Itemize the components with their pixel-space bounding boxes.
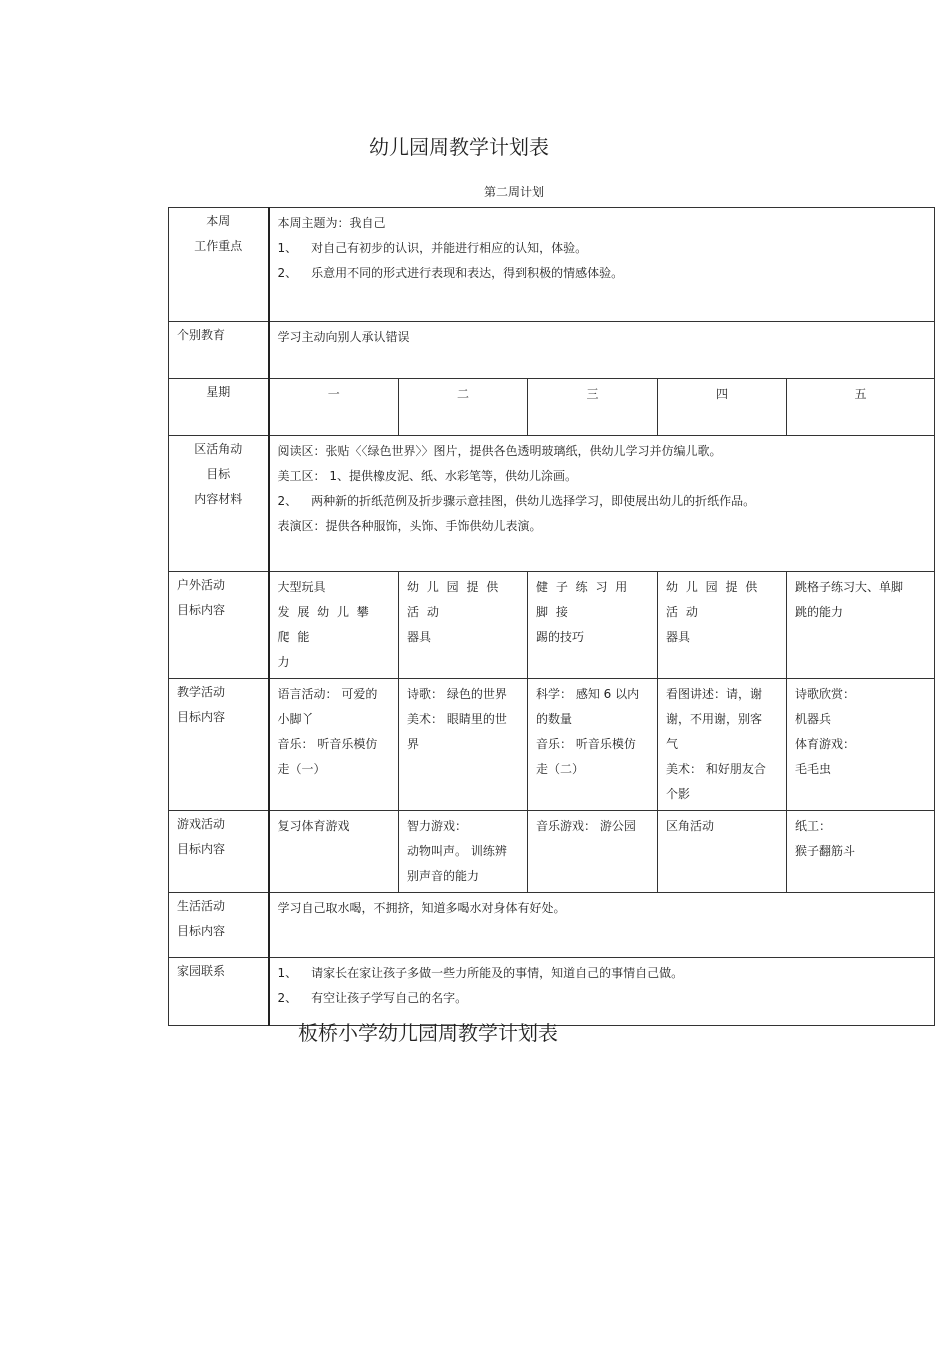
- label-area-line1: 区活角动: [194, 442, 243, 456]
- weekly-plan-table: [168, 207, 935, 1026]
- teaching-cell-4: 看图讲述：请，谢 谢，不用谢，别客 气 美术： 和好朋友合 个影: [658, 679, 787, 811]
- label-weekday: 星期: [169, 379, 269, 436]
- outdoor-cell-3: 健 子 练 习 用 脚 接 踢的技巧: [528, 572, 658, 679]
- weekday-1: 一: [269, 379, 399, 436]
- label-weekly-focus-line2: 工作重点: [194, 239, 243, 253]
- home-contact-content: [269, 958, 935, 1026]
- games-cell-2: 智力游戏： 动物叫声。 训练辨 别声音的能力: [399, 811, 528, 893]
- label-home-contact: 家园联系: [169, 958, 269, 1026]
- second-page-title: 板桥小学幼儿园周教学计划表: [298, 1021, 558, 1045]
- label-area-line3: 内容材料: [194, 492, 243, 506]
- games-cell-4: 区角活动: [658, 811, 787, 893]
- focus-item-2: 2、 乐意用不同的形式进行表现和表达，得到积极的情感体验。: [277, 266, 624, 280]
- row-weekdays: [169, 379, 935, 436]
- teaching-cell-1: 语言活动： 可爱的 小脚丫 音乐： 听音乐模仿 走（一）: [269, 679, 399, 811]
- outdoor-cell-5: 跳格子练习大、单脚 跳的能力: [787, 572, 935, 679]
- label-area-line2: 目标: [206, 467, 231, 481]
- individual-content: 学习主动向别人承认错误: [269, 322, 935, 379]
- label-games: 游戏活动 目标内容: [169, 811, 269, 893]
- row-area-activities: [169, 436, 935, 572]
- row-outdoor: [169, 572, 935, 679]
- reading-area: 阅读区：张贴〈〈绿色世界〉〉图片，提供各色透明玻璃纸，供幼儿学习并仿编儿歌。: [277, 444, 722, 458]
- page-subtitle: 第二周计划: [483, 185, 544, 199]
- art-area: 美工区： 1、提供橡皮泥、纸、水彩笔等，供幼儿涂画。: [277, 469, 577, 483]
- row-individual: [169, 322, 935, 379]
- row-weekly-focus: [169, 208, 935, 322]
- games-cell-1: 复习体育游戏: [269, 811, 399, 893]
- row-life: [169, 893, 935, 958]
- label-teaching: 教学活动 目标内容: [169, 679, 269, 811]
- row-teaching: [169, 679, 935, 811]
- row-games: [169, 811, 935, 893]
- home-item-2: 2、 有空让孩子学写自己的名字。: [277, 991, 468, 1005]
- area-activities-content: [269, 436, 935, 572]
- label-weekly-focus-line1: 本周: [206, 214, 231, 228]
- weekly-theme: 本周主题为：我自己: [277, 216, 386, 230]
- focus-item-1: 1、 对自己有初步的认识，并能进行相应的认知，体验。: [277, 241, 588, 255]
- life-content: 学习自己取水喝，不拥挤，知道多喝水对身体有好处。: [269, 893, 935, 958]
- games-cell-3: 音乐游戏： 游公园: [528, 811, 658, 893]
- art-area-item-2: 2、 两种新的折纸范例及折步骤示意挂图，供幼儿选择学习，即使展出幼儿的折纸作品。: [277, 494, 756, 508]
- teaching-cell-5: 诗歌欣赏： 机器兵 体育游戏： 毛毛虫: [787, 679, 935, 811]
- row-home-contact: [169, 958, 935, 1026]
- outdoor-cell-1: 大型玩具 发 展 幼 儿 攀 爬 能 力: [269, 572, 399, 679]
- label-life: 生活活动 目标内容: [169, 893, 269, 958]
- weekly-focus-content: [269, 208, 935, 322]
- weekday-5: 五: [787, 379, 935, 436]
- label-outdoor: 户外活动 目标内容: [169, 572, 269, 679]
- performance-area: 表演区：提供各种服饰，头饰、手饰供幼儿表演。: [277, 519, 542, 533]
- weekday-2: 二: [399, 379, 528, 436]
- page-title: 幼儿园周教学计划表: [369, 135, 549, 159]
- outdoor-cell-4: 幼 儿 园 提 供 活 动 器具: [658, 572, 787, 679]
- label-area-activities: [169, 436, 269, 572]
- games-cell-5: 纸工： 猴子翻筋斗: [787, 811, 935, 893]
- outdoor-cell-2: 幼 儿 园 提 供 活 动 器具: [399, 572, 528, 679]
- weekday-4: 四: [658, 379, 787, 436]
- teaching-cell-2: 诗歌： 绿色的世界 美术： 眼睛里的世 界: [399, 679, 528, 811]
- label-individual: 个别教育: [169, 322, 269, 379]
- teaching-cell-3: 科学： 感知 6 以内 的数量 音乐： 听音乐模仿 走（二）: [528, 679, 658, 811]
- home-item-1: 1、 请家长在家让孩子多做一些力所能及的事情，知道自己的事情自己做。: [277, 966, 684, 980]
- weekday-3: 三: [528, 379, 658, 436]
- label-weekly-focus: [169, 208, 269, 322]
